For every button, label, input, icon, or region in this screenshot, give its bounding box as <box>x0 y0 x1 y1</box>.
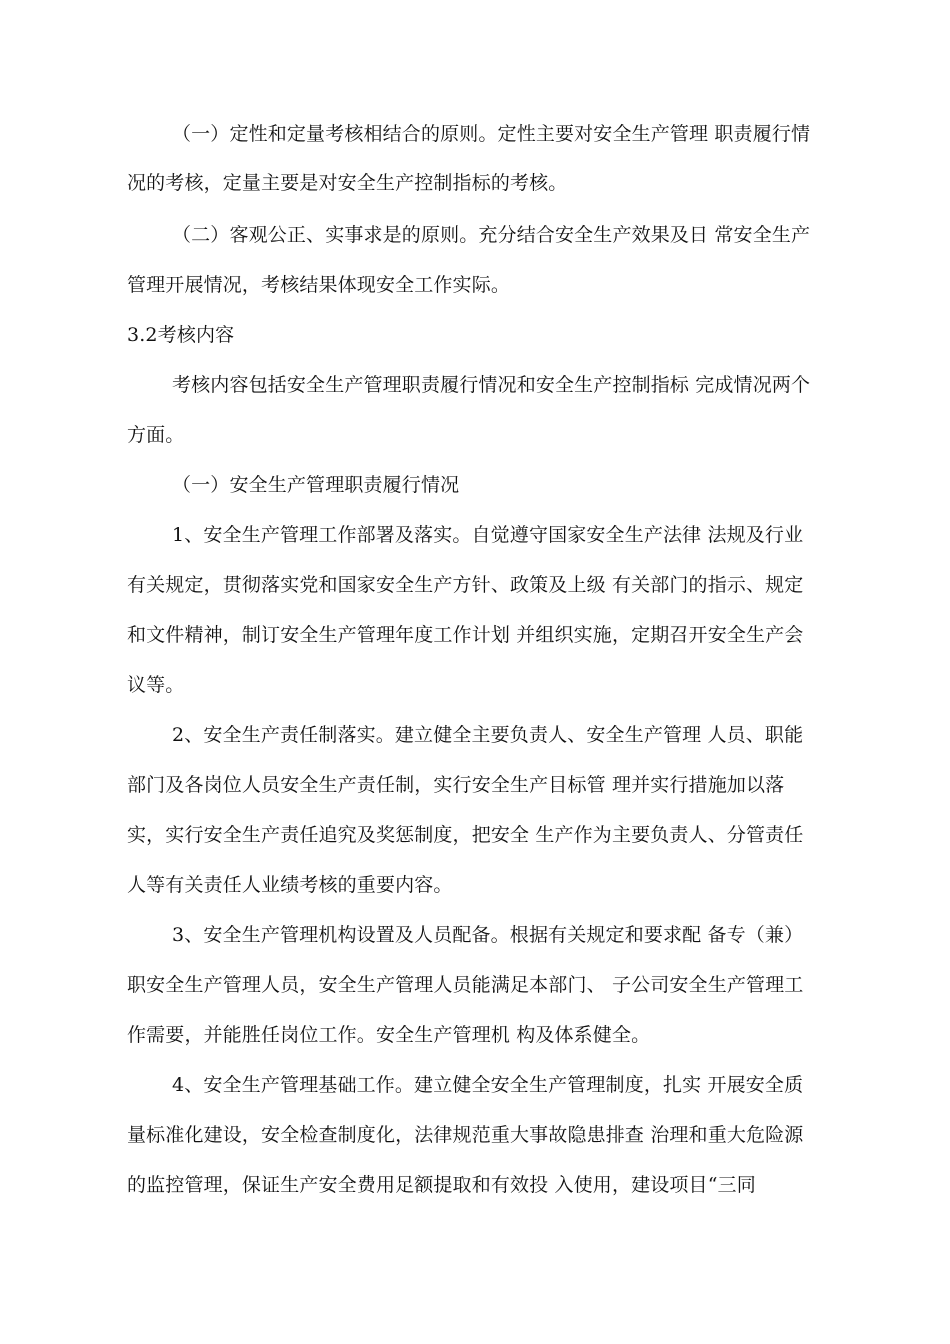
paragraph-item-2-line-2: 部门及各岗位人员安全生产责任制，实行安全生产目标管 理并实行措施加以落 <box>127 774 785 796</box>
paragraph-item-3-line-1: 3、安全生产管理机构设置及人员配备。根据有关规定和要求配 备专（兼） <box>172 924 804 946</box>
paragraph-item-4-line-1: 4、安全生产管理基础工作。建立健全安全生产管理制度，扎实 开展安全质 <box>172 1074 804 1096</box>
paragraph-principle-1-line-2: 况的考核，定量主要是对安全生产控制指标的考核。 <box>127 172 568 194</box>
paragraph-item-1-line-1: 1、安全生产管理工作部署及落实。自觉遵守国家安全生产法律 法规及行业 <box>172 524 804 546</box>
paragraph-principle-1-line-1: （一）定性和定量考核相结合的原则。定性主要对安全生产管理 职责履行情 <box>172 123 811 145</box>
section-heading: 3.2考核内容 <box>127 324 235 346</box>
paragraph-principle-2-line-1: （二）客观公正、实事求是的原则。充分结合安全生产效果及日 常安全生产 <box>172 224 811 246</box>
paragraph-item-2-line-4: 人等有关责任人业绩考核的重要内容。 <box>127 874 453 896</box>
paragraph-item-2-line-1: 2、安全生产责任制落实。建立健全主要负责人、安全生产管理 人员、职能 <box>172 724 804 746</box>
paragraph-principle-2-line-2: 管理开展情况，考核结果体现安全工作实际。 <box>127 274 511 296</box>
paragraph-item-1-line-4: 议等。 <box>127 674 185 696</box>
paragraph-item-3-line-2: 职安全生产管理人员，安全生产管理人员能满足本部门、 子公司安全生产管理工 <box>127 974 804 996</box>
paragraph-item-1-line-3: 和文件精神，制订安全生产管理年度工作计划 并组织实施，定期召开安全生产会 <box>127 624 804 646</box>
paragraph-content-intro-line-2: 方面。 <box>127 424 185 446</box>
paragraph-item-4-line-2: 量标准化建设，安全检查制度化，法律规范重大事故隐患排查 治理和重大危险源 <box>127 1124 804 1146</box>
paragraph-item-3-line-3: 作需要，并能胜任岗位工作。安全生产管理机 构及体系健全。 <box>127 1024 651 1046</box>
paragraph-item-4-line-3: 的监控管理，保证生产安全费用足额提取和有效投 入使用，建设项目“三同 <box>127 1174 756 1196</box>
paragraph-item-1-line-2: 有关规定，贯彻落实党和国家安全生产方针、政策及上级 有关部门的指示、规定 <box>127 574 804 596</box>
paragraph-item-2-line-3: 实，实行安全生产责任追究及奖惩制度，把安全 生产作为主要负责人、分管责任 <box>127 824 804 846</box>
subheading-duty-performance: （一）安全生产管理职责履行情况 <box>172 474 460 496</box>
paragraph-content-intro-line-1: 考核内容包括安全生产管理职责履行情况和安全生产控制指标 完成情况两个 <box>172 374 811 396</box>
